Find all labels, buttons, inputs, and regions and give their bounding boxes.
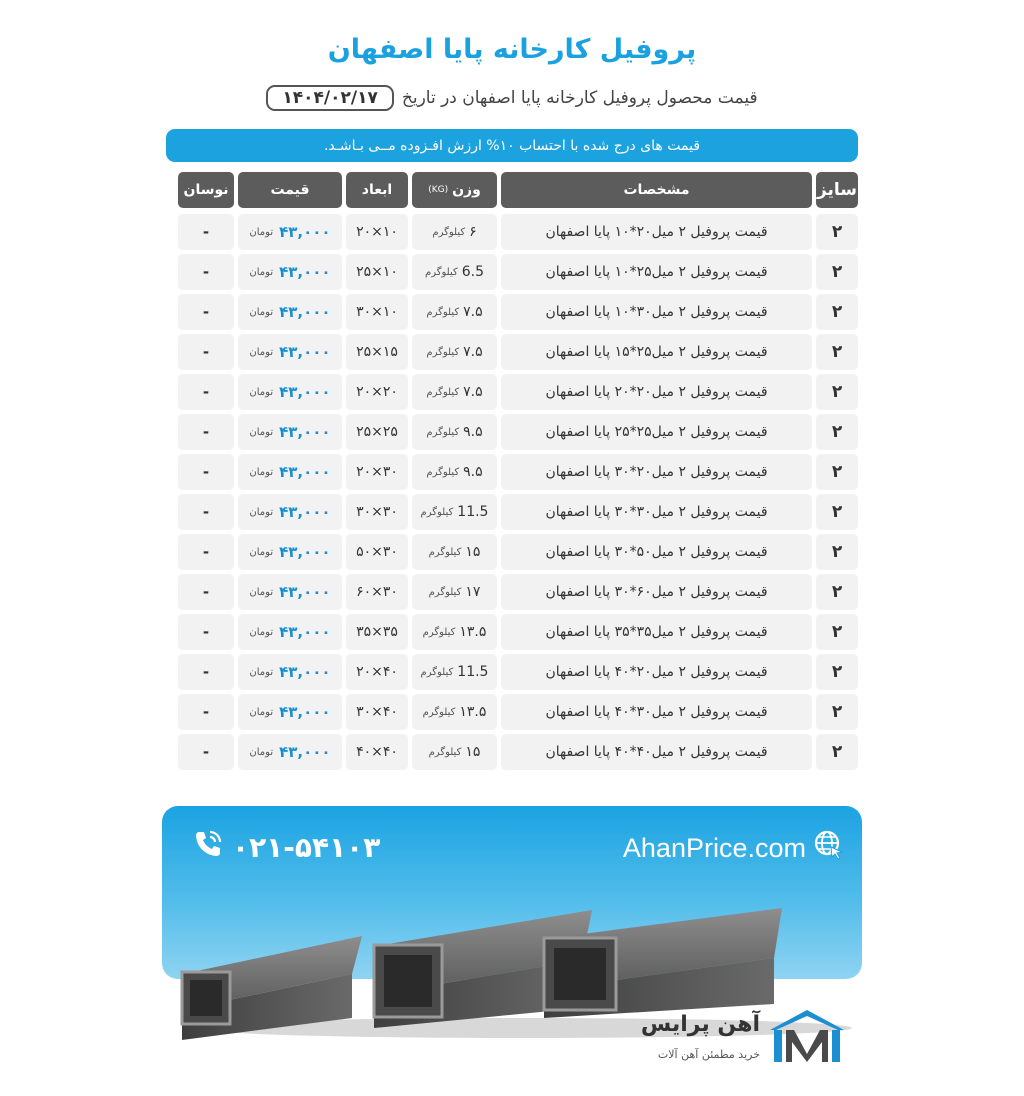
header-weight — [412, 172, 497, 208]
cell-change: - — [178, 254, 234, 290]
cell-price — [238, 614, 342, 650]
logo-slogan: خرید مطمئن آهن آلات — [657, 1048, 760, 1061]
globe-cursor-icon — [814, 830, 844, 867]
cell-change: - — [178, 214, 234, 250]
cell-change: - — [178, 654, 234, 690]
cell-dimensions: ۳۰×۳۰ — [346, 494, 408, 530]
cell-dimensions: ۴۰×۳۰ — [346, 694, 408, 730]
header-change: نوسان — [178, 172, 234, 208]
cell-price — [238, 734, 342, 770]
cell-spec[interactable]: قیمت پروفیل ۲ میل۳۰*۴۰ پایا اصفهان — [501, 694, 812, 730]
cell-size: ۲ — [816, 574, 858, 610]
price-value: ۴۳,۰۰۰ — [279, 343, 331, 361]
cell-change: - — [178, 414, 234, 450]
table-row — [166, 254, 858, 290]
brand-logo[interactable] — [636, 1008, 856, 1068]
cell-weight — [412, 734, 497, 770]
cell-weight — [412, 294, 497, 330]
cell-change: - — [178, 334, 234, 370]
cell-size: ۲ — [816, 414, 858, 450]
price-value: ۴۳,۰۰۰ — [279, 583, 331, 601]
price-value: ۴۳,۰۰۰ — [279, 303, 331, 321]
cell-price — [238, 214, 342, 250]
cell-dimensions: ۳۰×۲۰ — [346, 454, 408, 490]
cell-size: ۲ — [816, 294, 858, 330]
cell-spec[interactable]: قیمت پروفیل ۲ میل۲۵*۱۰ پایا اصفهان — [501, 254, 812, 290]
cell-dimensions: ۲۰×۲۰ — [346, 374, 408, 410]
weight-unit: کیلوگرم — [432, 226, 466, 238]
subtitle-row — [0, 85, 1024, 111]
price-value: ۴۳,۰۰۰ — [279, 223, 331, 241]
weight-value: ۱۷ — [465, 584, 481, 600]
website-block[interactable] — [623, 830, 844, 867]
weight-unit: کیلوگرم — [428, 546, 462, 558]
cell-size: ۲ — [816, 214, 858, 250]
table-row — [166, 494, 858, 530]
cell-size: ۲ — [816, 374, 858, 410]
cell-price — [238, 654, 342, 690]
cell-spec[interactable]: قیمت پروفیل ۲ میل۳۰*۱۰ پایا اصفهان — [501, 294, 812, 330]
table-row — [166, 694, 858, 730]
table-row — [166, 334, 858, 370]
price-value: ۴۳,۰۰۰ — [279, 383, 331, 401]
cell-weight — [412, 454, 497, 490]
cell-size: ۲ — [816, 534, 858, 570]
website-text[interactable]: AhanPrice.com — [622, 833, 806, 863]
cell-price — [238, 574, 342, 610]
weight-unit: کیلوگرم — [428, 586, 462, 598]
cell-change: - — [178, 694, 234, 730]
cell-change: - — [178, 494, 234, 530]
cell-dimensions: ۳۰×۵۰ — [346, 534, 408, 570]
weight-unit: کیلوگرم — [426, 426, 460, 438]
cell-price — [238, 534, 342, 570]
header-weight-unit: (KG) — [428, 185, 449, 195]
cell-price — [238, 254, 342, 290]
weight-value: ۱۳.۵ — [459, 704, 487, 720]
cell-size: ۲ — [816, 654, 858, 690]
cell-weight — [412, 534, 497, 570]
cell-dimensions: ۴۰×۴۰ — [346, 734, 408, 770]
cell-spec[interactable]: قیمت پروفیل ۲ میل۲۰*۲۰ پایا اصفهان — [501, 374, 812, 410]
price-value: ۴۳,۰۰۰ — [279, 503, 331, 521]
table-row — [166, 294, 858, 330]
header-price: قیمت — [238, 172, 342, 208]
price-value: ۴۳,۰۰۰ — [279, 663, 331, 681]
price-value: ۴۳,۰۰۰ — [279, 463, 331, 481]
weight-value: 11.5 — [457, 664, 489, 680]
weight-unit: کیلوگرم — [426, 386, 460, 398]
cell-weight — [412, 254, 497, 290]
cell-spec[interactable]: قیمت پروفیل ۲ میل۲۰*۳۰ پایا اصفهان — [501, 454, 812, 490]
cell-dimensions: ۱۵×۲۵ — [346, 334, 408, 370]
cell-spec[interactable]: قیمت پروفیل ۲ میل۲۰*۱۰ پایا اصفهان — [501, 214, 812, 250]
weight-value: 11.5 — [457, 504, 489, 520]
table-row — [166, 574, 858, 610]
cell-spec[interactable]: قیمت پروفیل ۲ میل۶۰*۳۰ پایا اصفهان — [501, 574, 812, 610]
weight-value: ۹.۵ — [463, 464, 483, 480]
price-unit: تومان — [249, 346, 274, 358]
cell-change: - — [178, 614, 234, 650]
cell-change: - — [178, 454, 234, 490]
vat-notice: قیمت های درج شده با احتساب ۱۰% ارزش افـزوده مــی بـاشـد. — [166, 129, 858, 162]
price-unit: تومان — [249, 506, 274, 518]
cell-spec[interactable]: قیمت پروفیل ۲ میل۲۰*۴۰ پایا اصفهان — [501, 654, 812, 690]
weight-unit: کیلوگرم — [425, 266, 458, 278]
weight-value: ۱۵ — [465, 544, 481, 560]
cell-dimensions: ۱۰×۲۰ — [346, 214, 408, 250]
cell-spec[interactable]: قیمت پروفیل ۲ میل۵۰*۳۰ پایا اصفهان — [501, 534, 812, 570]
cell-weight — [412, 614, 497, 650]
cell-dimensions: ۳۵×۳۵ — [346, 614, 408, 650]
cell-size: ۲ — [816, 494, 858, 530]
price-value: ۴۳,۰۰۰ — [279, 623, 331, 641]
table-row — [166, 214, 858, 250]
price-value: ۴۳,۰۰۰ — [279, 263, 331, 281]
subtitle-text: قیمت محصول پروفیل کارخانه پایا اصفهان در تاریخ — [401, 88, 758, 108]
price-unit: تومان — [249, 386, 274, 398]
table-row — [166, 454, 858, 490]
price-unit: تومان — [249, 226, 274, 238]
price-unit: تومان — [249, 626, 274, 638]
cell-weight — [412, 334, 497, 370]
cell-dimensions: ۱۰×۳۰ — [346, 294, 408, 330]
weight-value: ۷.۵ — [463, 384, 483, 400]
cell-weight — [412, 694, 497, 730]
cell-size: ۲ — [816, 734, 858, 770]
table-header — [166, 172, 858, 208]
cell-weight — [412, 374, 497, 410]
cell-spec[interactable]: قیمت پروفیل ۲ میل۲۵*۱۵ پایا اصفهان — [501, 334, 812, 370]
weight-value: ۶ — [469, 224, 477, 240]
table-row — [166, 374, 858, 410]
price-unit: تومان — [249, 546, 274, 558]
price-unit: تومان — [249, 306, 274, 318]
cell-spec[interactable]: قیمت پروفیل ۲ میل۴۰*۴۰ پایا اصفهان — [501, 734, 812, 770]
header-weight-label: وزن — [452, 182, 481, 198]
date-badge: ۱۴۰۴/۰۲/۱۷ — [266, 85, 393, 111]
cell-price — [238, 454, 342, 490]
price-value: ۴۳,۰۰۰ — [279, 543, 331, 561]
table-row — [166, 654, 858, 690]
table-row — [166, 534, 858, 570]
phone-block[interactable] — [192, 828, 380, 867]
weight-unit: کیلوگرم — [426, 346, 460, 358]
phone-call-icon — [192, 828, 224, 867]
table-body — [166, 214, 858, 770]
cell-dimensions: ۱۰×۲۵ — [346, 254, 408, 290]
cell-size: ۲ — [816, 254, 858, 290]
header-dimensions: ابعاد — [346, 172, 408, 208]
weight-value: ۹.۵ — [463, 424, 483, 440]
table-row — [166, 414, 858, 450]
cell-change: - — [178, 734, 234, 770]
weight-unit: کیلوگرم — [426, 306, 460, 318]
weight-unit: کیلوگرم — [428, 746, 462, 758]
weight-unit: کیلوگرم — [422, 626, 456, 638]
cell-size: ۲ — [816, 694, 858, 730]
price-unit: تومان — [249, 706, 274, 718]
weight-unit: کیلوگرم — [420, 506, 454, 518]
cell-size: ۲ — [816, 454, 858, 490]
phone-number[interactable]: ۰۲۱-۵۴۱۰۳ — [232, 831, 381, 864]
header-spec: مشخصات — [501, 172, 812, 208]
cell-dimensions: ۴۰×۲۰ — [346, 654, 408, 690]
cell-weight — [412, 494, 497, 530]
price-value: ۴۳,۰۰۰ — [279, 423, 331, 441]
weight-value: ۷.۵ — [463, 344, 483, 360]
cell-weight — [412, 574, 497, 610]
cell-dimensions: ۳۰×۶۰ — [346, 574, 408, 610]
cell-spec[interactable]: قیمت پروفیل ۲ میل۳۰*۳۰ پایا اصفهان — [501, 494, 812, 530]
cell-price — [238, 494, 342, 530]
price-unit: تومان — [249, 586, 274, 598]
price-value: ۴۳,۰۰۰ — [279, 743, 331, 761]
weight-unit: کیلوگرم — [426, 466, 460, 478]
header-size: سایز — [816, 172, 858, 208]
table-row — [166, 614, 858, 650]
cell-change: - — [178, 374, 234, 410]
cell-price — [238, 334, 342, 370]
price-unit: تومان — [249, 426, 274, 438]
price-value: ۴۳,۰۰۰ — [279, 703, 331, 721]
cell-dimensions: ۲۵×۲۵ — [346, 414, 408, 450]
cell-change: - — [178, 534, 234, 570]
cell-size: ۲ — [816, 614, 858, 650]
weight-value: ۷.۵ — [463, 304, 483, 320]
weight-value: ۱۳.۵ — [459, 624, 487, 640]
table-row — [166, 734, 858, 770]
weight-unit: کیلوگرم — [420, 666, 454, 678]
weight-unit: کیلوگرم — [422, 706, 456, 718]
cell-weight — [412, 654, 497, 690]
cell-price — [238, 294, 342, 330]
weight-value: 6.5 — [461, 264, 484, 280]
cell-spec[interactable]: قیمت پروفیل ۲ میل۲۵*۲۵ پایا اصفهان — [501, 414, 812, 450]
cell-size: ۲ — [816, 334, 858, 370]
weight-value: ۱۵ — [465, 744, 481, 760]
cell-change: - — [178, 294, 234, 330]
price-table — [166, 172, 858, 774]
house-logo-icon — [766, 1008, 848, 1064]
cell-price — [238, 414, 342, 450]
page-title: پروفیل کارخانه پایا اصفهان — [327, 34, 697, 65]
price-unit: تومان — [249, 466, 274, 478]
price-unit: تومان — [249, 746, 274, 758]
cell-weight — [412, 214, 497, 250]
cell-spec[interactable]: قیمت پروفیل ۲ میل۳۵*۳۵ پایا اصفهان — [501, 614, 812, 650]
cell-price — [238, 694, 342, 730]
price-unit: تومان — [249, 666, 274, 678]
logo-name: آهن پرایس — [640, 1012, 760, 1037]
cell-change: - — [178, 574, 234, 610]
price-unit: تومان — [249, 266, 274, 278]
cell-price — [238, 374, 342, 410]
cell-weight — [412, 414, 497, 450]
